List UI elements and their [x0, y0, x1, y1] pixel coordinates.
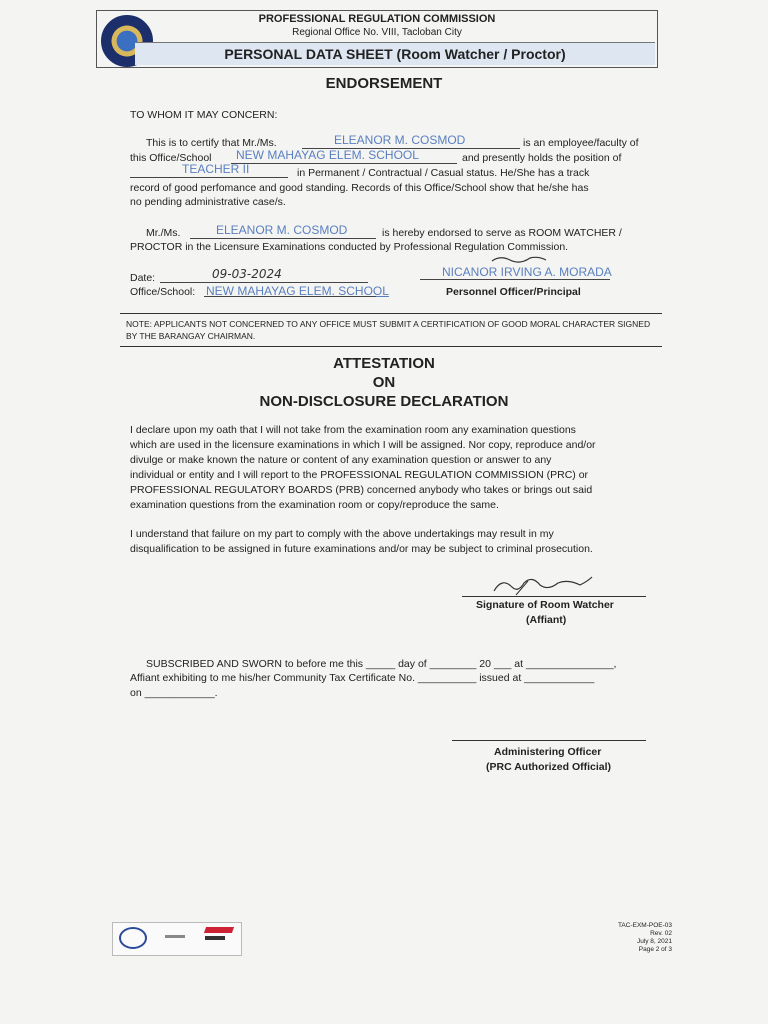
- para1-line-2: which are used in the licensure examinations in which I will be assigned. Nor copy, reproduce and/or: [130, 439, 596, 451]
- date-value: 09-03-2024: [212, 267, 282, 281]
- office-value: NEW MAHAYAG ELEM. SCHOOL: [206, 284, 389, 298]
- employee-name: ELEANOR M. COSMOD: [334, 133, 466, 147]
- nondisclosure-title: NON-DISCLOSURE DECLARATION: [259, 393, 509, 410]
- certification-logos: [112, 922, 242, 956]
- para2-line-2: disqualification to be assigned in future examinations and/or may be subject to criminal prosecution.: [130, 543, 593, 555]
- administering-officer-line: [452, 740, 646, 741]
- form-date: July 8, 2021: [636, 938, 672, 945]
- officer-line: [420, 264, 610, 280]
- note-box: NOTE: APPLICANTS NOT CONCERNED TO ANY OFFICE MUST SUBMIT A CERTIFICATION OF GOOD MORAL CHARACTER SIGNED BY THE BARANGAY CHAIRMAN.: [120, 313, 662, 347]
- para1-line-1: I declare upon my oath that I will not take from the examination room any examination questions: [130, 424, 576, 436]
- p2-text-c: PROCTOR in the Licensure Examinations conducted by Professional Regulation Commission.: [130, 241, 569, 253]
- sworn-line-3: on ____________.: [130, 687, 218, 699]
- p1-text-a: This is to certify that Mr./Ms.: [146, 137, 277, 149]
- jab-logo-icon: [205, 927, 233, 949]
- officer-title: Personnel Officer/Principal: [446, 286, 581, 298]
- school-name: NEW MAHAYAG ELEM. SCHOOL: [236, 148, 419, 162]
- sworn-line-1: SUBSCRIBED AND SWORN to before me this _____ day of ________ 20 ___ at _______________,: [146, 658, 617, 670]
- employee-name-2: ELEANOR M. COSMOD: [216, 223, 348, 237]
- p1-text-f: record of good perfomance and good standing. Records of this Office/School show that he/she has: [130, 182, 589, 194]
- office-line: [204, 282, 376, 297]
- administering-officer: Administering Officer: [494, 746, 602, 758]
- p1-text-b: is an employee/faculty of: [523, 137, 639, 149]
- p2-text-b: is hereby endorsed to serve as ROOM WATCHER /: [382, 227, 622, 239]
- sworn-line-2: Affiant exhibiting to me his/her Community Tax Certificate No. __________ issued at ____________: [130, 672, 595, 684]
- form-code: TAC-EXM-POE-03: [617, 922, 672, 929]
- office-label: Office/School:: [130, 286, 196, 298]
- position: TEACHER II: [182, 162, 250, 176]
- officer-name: NICANOR IRVING A. MORADA: [442, 265, 612, 279]
- socotec-logo-icon: [119, 927, 147, 949]
- iso-mark-icon: [165, 935, 185, 938]
- para1-line-4: individual or entity and I will report to the PROFESSIONAL REGULATION COMMISSION (PRC) or: [130, 469, 589, 481]
- page-number: Page 2 of 3: [638, 946, 672, 953]
- para2-line-1: I understand that failure on my part to comply with the above undertakings may result in my: [130, 528, 554, 540]
- form-revision: Rev. 02: [650, 930, 672, 937]
- attestation-title: ATTESTATION: [333, 355, 435, 372]
- para1-line-5: PROFESSIONAL REGULATORY BOARDS (PRB) concerned anybody who takes or brings out said: [130, 484, 593, 496]
- p1-text-g: no pending administrative case/s.: [130, 196, 286, 208]
- p2-text-a: Mr./Ms.: [146, 227, 181, 239]
- endorsement-title: ENDORSEMENT: [325, 75, 443, 92]
- prc-official-label: (PRC Authorized Official): [486, 761, 612, 773]
- signature-label: Signature of Room Watcher: [476, 599, 614, 611]
- affiant-label: (Affiant): [526, 614, 567, 626]
- header-box: [96, 10, 658, 68]
- form-title-bar: [135, 42, 655, 65]
- para1-line-6: examination questions from the examination room or copy/reproduce the same.: [130, 499, 499, 511]
- date-label: Date:: [130, 272, 156, 284]
- p1-text-d: and presently holds the position of: [462, 152, 622, 164]
- para1-line-3: divulge or make known the nature or content of any examination question or answer to any: [130, 454, 552, 466]
- p1-text-c: this Office/School: [130, 152, 212, 164]
- form-code-block: [560, 922, 672, 954]
- salutation: TO WHOM IT MAY CONCERN:: [130, 109, 278, 121]
- regional-office: Regional Office No. VIII, Tacloban City: [292, 27, 462, 38]
- form-title: PERSONAL DATA SHEET (Room Watcher / Proctor): [224, 46, 566, 62]
- p1-text-e: in Permanent / Contractual / Casual status. He/She has a track: [297, 167, 590, 179]
- attestation-on: ON: [372, 374, 396, 391]
- affiant-signature-line: [462, 596, 646, 597]
- org-name: PROFESSIONAL REGULATION COMMISSION: [258, 13, 496, 25]
